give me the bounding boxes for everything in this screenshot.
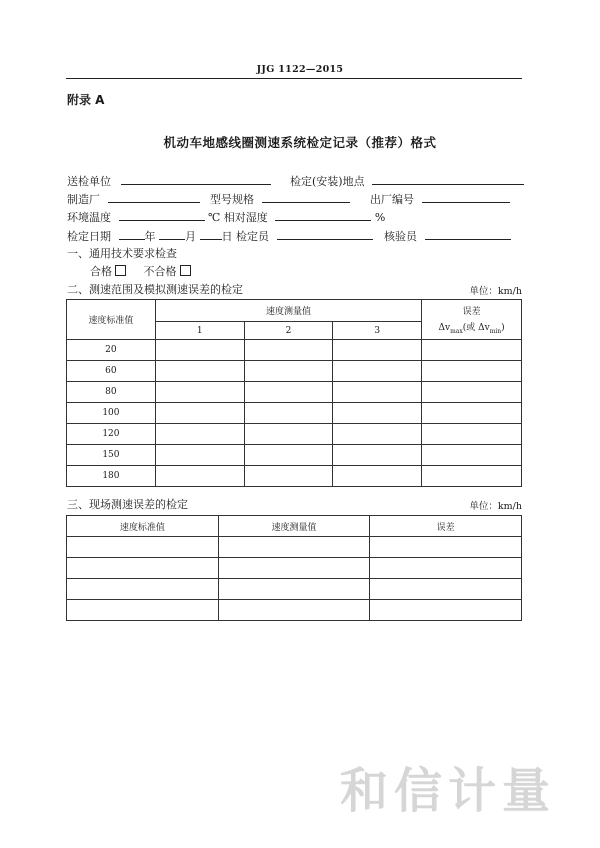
measured-cell[interactable] bbox=[333, 403, 422, 424]
month-label: 月 bbox=[185, 230, 196, 243]
measured-cell[interactable] bbox=[244, 382, 333, 403]
serial-group bbox=[370, 190, 510, 207]
table-row bbox=[67, 600, 522, 621]
measured-cell[interactable] bbox=[333, 382, 422, 403]
measured-cell[interactable] bbox=[218, 600, 370, 621]
date-label: 检定日期 bbox=[67, 230, 111, 243]
error-cell[interactable] bbox=[422, 445, 522, 466]
measured-cell[interactable] bbox=[244, 424, 333, 445]
section3-title: 三、现场测速误差的检定 bbox=[67, 498, 188, 511]
speed-std-cell: 150 bbox=[67, 445, 156, 466]
appendix-label: 附录 A bbox=[67, 93, 105, 107]
table-row bbox=[67, 537, 522, 558]
table-row bbox=[67, 579, 522, 600]
pass-label: 合格 bbox=[90, 265, 112, 278]
maker-field[interactable] bbox=[108, 190, 200, 203]
col-speed-standard: 速度标准值 bbox=[67, 516, 219, 537]
model-label: 型号规格 bbox=[210, 193, 254, 206]
measured-cell[interactable] bbox=[244, 445, 333, 466]
table-row bbox=[67, 403, 522, 424]
year-field[interactable] bbox=[119, 227, 145, 240]
error-cell[interactable] bbox=[370, 579, 522, 600]
measured-cell[interactable] bbox=[155, 445, 244, 466]
speed-std-cell: 20 bbox=[67, 340, 156, 361]
temp-field[interactable] bbox=[119, 208, 205, 221]
table-row bbox=[67, 558, 522, 579]
measured-cell[interactable] bbox=[244, 340, 333, 361]
table-row bbox=[67, 424, 522, 445]
serial-label: 出厂编号 bbox=[370, 193, 414, 206]
speed-std-cell[interactable] bbox=[67, 600, 219, 621]
speed-std-cell[interactable] bbox=[67, 579, 219, 600]
checker-group bbox=[384, 227, 511, 244]
fail-checkbox[interactable] bbox=[180, 265, 191, 276]
col-speed-measured: 速度测量值 bbox=[155, 300, 421, 322]
submit-unit-label: 送检单位 bbox=[67, 175, 111, 188]
temp-label: 环境温度 bbox=[67, 211, 111, 224]
col-speed-standard: 速度标准值 bbox=[67, 300, 156, 340]
speed-std-cell[interactable] bbox=[67, 558, 219, 579]
location-group bbox=[290, 172, 524, 189]
error-cell[interactable] bbox=[422, 340, 522, 361]
section3-unit: 单位：km/h bbox=[469, 501, 522, 512]
measured-cell[interactable] bbox=[218, 537, 370, 558]
measured-cell[interactable] bbox=[155, 424, 244, 445]
header-rule bbox=[66, 78, 522, 79]
day-field[interactable] bbox=[200, 227, 222, 240]
measured-cell[interactable] bbox=[218, 579, 370, 600]
error-cell[interactable] bbox=[422, 466, 522, 487]
field-row-4 bbox=[67, 227, 233, 244]
speed-std-cell: 180 bbox=[67, 466, 156, 487]
measured-cell[interactable] bbox=[244, 466, 333, 487]
measured-cell[interactable] bbox=[155, 340, 244, 361]
measured-cell[interactable] bbox=[155, 466, 244, 487]
col-error-label: 误差 bbox=[462, 307, 481, 318]
pass-checkbox[interactable] bbox=[115, 265, 126, 276]
speed-std-cell: 100 bbox=[67, 403, 156, 424]
model-group bbox=[210, 190, 350, 207]
model-field[interactable] bbox=[262, 190, 350, 203]
col-error bbox=[422, 300, 522, 340]
error-cell[interactable] bbox=[422, 403, 522, 424]
inspector-group bbox=[236, 227, 373, 244]
speed-std-cell: 120 bbox=[67, 424, 156, 445]
section2-table bbox=[66, 299, 522, 487]
location-label: 检定(安装)地点 bbox=[290, 175, 365, 188]
temp-unit-humidity-label: ℃ 相对湿度 bbox=[208, 211, 268, 224]
col-error-formula: $\Delta v_{max}$(或 $\Delta v_{min}$) bbox=[438, 323, 505, 335]
section2-unit: 单位：km/h bbox=[469, 286, 522, 297]
month-field[interactable] bbox=[159, 227, 185, 240]
error-cell[interactable] bbox=[422, 382, 522, 403]
col-speed-measured: 速度测量值 bbox=[218, 516, 370, 537]
measured-cell[interactable] bbox=[333, 466, 422, 487]
field-row-3 bbox=[67, 208, 385, 225]
pass-fail-row bbox=[90, 263, 191, 279]
watermark-logo: 和信计量 bbox=[340, 763, 557, 819]
col-measured-2: 2 bbox=[244, 322, 333, 340]
location-field[interactable] bbox=[372, 172, 524, 185]
checker-field[interactable] bbox=[425, 227, 511, 240]
table-row bbox=[67, 340, 522, 361]
measured-cell[interactable] bbox=[218, 558, 370, 579]
serial-field[interactable] bbox=[422, 190, 510, 203]
col-error: 误差 bbox=[370, 516, 522, 537]
standard-header: JJG 1122—2015 bbox=[256, 64, 344, 75]
measured-cell[interactable] bbox=[155, 361, 244, 382]
inspector-field[interactable] bbox=[277, 227, 373, 240]
checker-label: 核验员 bbox=[384, 230, 417, 243]
field-row-1 bbox=[67, 172, 271, 189]
inspector-label: 检定员 bbox=[236, 230, 269, 243]
speed-std-cell: 80 bbox=[67, 382, 156, 403]
speed-std-cell[interactable] bbox=[67, 537, 219, 558]
section3-table bbox=[66, 515, 522, 621]
submit-unit-field[interactable] bbox=[121, 172, 271, 185]
measured-cell[interactable] bbox=[244, 403, 333, 424]
section2-title: 二、测速范围及模拟测速误差的检定 bbox=[67, 283, 243, 296]
field-row-2 bbox=[67, 190, 200, 207]
maker-label: 制造厂 bbox=[67, 193, 100, 206]
table-row bbox=[67, 445, 522, 466]
year-label: 年 bbox=[144, 230, 156, 243]
humidity-field[interactable] bbox=[275, 208, 371, 221]
table-row bbox=[67, 361, 522, 382]
speed-std-cell: 60 bbox=[67, 361, 156, 382]
humidity-unit: % bbox=[374, 211, 386, 224]
measured-cell[interactable] bbox=[333, 361, 422, 382]
measured-cell[interactable] bbox=[155, 403, 244, 424]
error-cell[interactable] bbox=[370, 537, 522, 558]
section1-title: 一、通用技术要求检查 bbox=[67, 247, 177, 260]
col-measured-1: 1 bbox=[155, 322, 244, 340]
error-cell[interactable] bbox=[370, 558, 522, 579]
table-row bbox=[67, 382, 522, 403]
fail-label: 不合格 bbox=[143, 265, 177, 278]
page-title: 机动车地感线圈测速系统检定记录（推荐）格式 bbox=[163, 135, 437, 150]
measured-cell[interactable] bbox=[244, 361, 333, 382]
day-label: 日 bbox=[221, 230, 233, 243]
error-cell[interactable] bbox=[422, 361, 522, 382]
measured-cell[interactable] bbox=[333, 424, 422, 445]
col-measured-3: 3 bbox=[333, 322, 422, 340]
measured-cell[interactable] bbox=[155, 382, 244, 403]
error-cell[interactable] bbox=[370, 600, 522, 621]
error-cell[interactable] bbox=[422, 424, 522, 445]
measured-cell[interactable] bbox=[333, 340, 422, 361]
table-row bbox=[67, 466, 522, 487]
measured-cell[interactable] bbox=[333, 445, 422, 466]
